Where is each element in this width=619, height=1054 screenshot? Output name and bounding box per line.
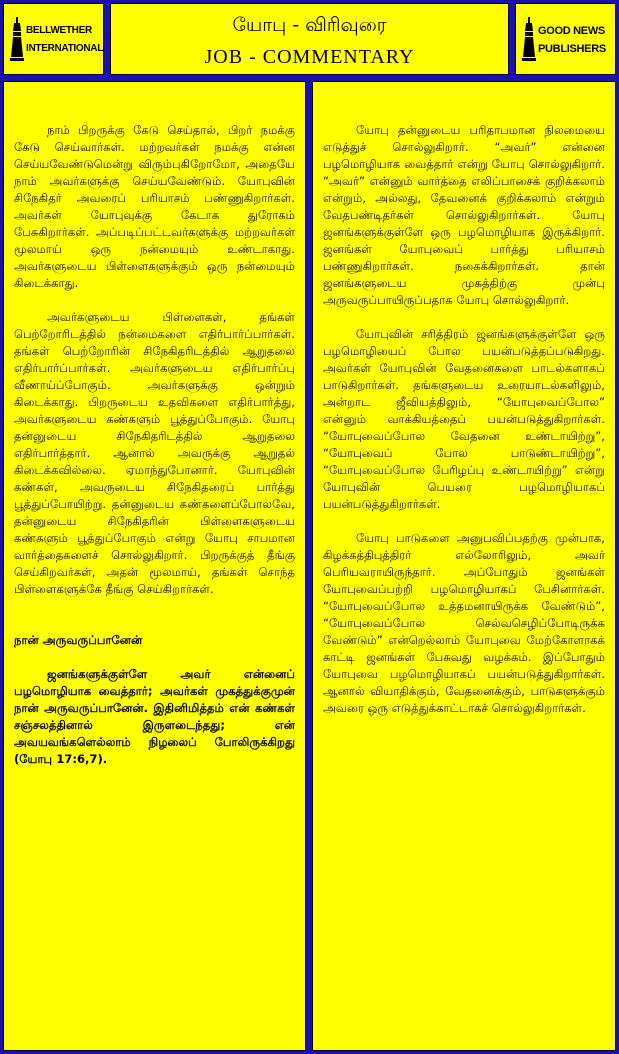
left-column-text	[14, 122, 295, 768]
title-english: JOB - COMMENTARY	[204, 46, 415, 68]
logo-left-line1: BELLWETHER	[26, 25, 92, 36]
good-news-logo-box	[515, 3, 616, 75]
logo-left-line2: INTERNATIONAL	[26, 43, 104, 54]
right-column	[312, 81, 616, 1051]
good-news-logo	[520, 17, 612, 63]
bellwether-logo	[8, 17, 104, 63]
logo-right-line2: PUBLISHERS	[538, 43, 606, 55]
right-paragraph-1: யோபு தன்னுடைய பரிதாபமான நிலமையை எடுத்துச் சொல்லுகிறார். “அவர்” என்னை பழமொழியாக வைத்தார் என்று யோபு சொல்லுகிறார். “அவர்” என்னும் வார்த்தை எலிப்பாசைக் குறிக்கலாம் என்றும், அல்லது, தேவனைக் குறிக்கலாம் என்றும் வேதபண்டிதர்கள் சொல்லுகிறார்கள். யோபு ஜனங்களுக்குள்ளே ஒரு பழமொழியாக இருக்கிறார். ஜனங்கள் யோபுவைப் பார்த்து பரியாசம் பண்ணுகிறார்கள். நகைக்கிறார்கள். தான் ஜனங்களுடைய முகத்திற்கு முன்பு அருவருப்பாயிருப்பதாக யோபு சொல்லுகிறார்.	[323, 123, 605, 307]
section-heading: நான் அருவருப்பானேன்	[14, 633, 143, 647]
title-box	[110, 3, 509, 75]
right-paragraph-2: யோபுவின் சரித்திரம் ஜனங்களுக்குள்ளே ஒரு பழமொழியைப் போல பயன்படுத்தப்படுகிறது. அவர்கள் யோபுவின் வேதனைகளை பாடல்களாகப் பாடுகிறார்கள். தங்களுடைய உரையாடல்களிலும், அன்றாட ஜீவியத்திலும், “யோபுவைப்போல” என்னும் வாக்கியத்தைப் பயன்படுத்துகிறார்கள். “யோபுவைப்போல வேதனை உண்டாயிற்று”, “யோபுவைப் போல பாடுண்டாயிற்று”, “யோபுவைப்போல பேரிழப்பு உண்டாயிற்று” என்று யோபுவின் பெயரை பழமொழியாகப் பயன்படுத்துகிறார்கள்.	[323, 327, 605, 511]
left-paragraph-2: அவர்களுடைய பிள்ளைகள், தங்கள் பெற்றோரிடத்தில் நன்மைகளை எதிர்பார்ப்பார்கள். தங்கள் பெற்றோரின் சிநேகிதரிடத்தில் ஆறுதலை எதிர்பார்ப்பார்கள். அவர்களுடைய எதிர்பார்ப்பு வீணாய்ப்போகும். அவர்களுக்கு ஒன்றும் கிடைக்காது. பிறருடைய உதவிகளை எதிர்பார்த்து, அவர்களுடைய கண்களும் பூத்துப்போகும். யோபு தன்னுடைய சிநேகிதரிடத்தில் ஆறுதலை எதிர்பார்த்தார். ஆனால் அவருக்கு ஆறுதல் கிடைக்கவில்லை. ஏமாந்துபோனார். யோபுவின் கண்கள், அவருடைய சிநேகிதரைப் பார்த்து பூத்துப்போயிற்று. தன்னுடைய கண்களைப்போலவே, தன்னுடைய சிநேகிதரின் பிள்ளைகளுடைய கண்களும் பூத்துப்போகும் என்று யோபு சாபமான வார்த்தைகளைச் சொல்லுகிறார். பிறருக்குத் தீங்கு செய்கிறவர்கள், அதன் மூலமாய், தங்கள் சொந்த பிள்ளைகளுக்கே தீங்கு செய்கிறார்கள்.	[14, 310, 295, 596]
right-column-text	[323, 122, 605, 734]
tower-icon	[522, 17, 536, 61]
left-column	[3, 81, 306, 1051]
bellwether-logo-box	[3, 3, 104, 75]
scripture-quote: ஜனங்களுக்குள்ளே அவர் என்னைப் பழமொழியாக வைத்தார்; அவர்கள் முகத்துக்குமுன் நான் அருவருப்பானேன். இதினிமித்தம் என் கண்கள் சஞ்சலத்தினால் இருளடைந்தது; என் அவயவங்களெல்லாம் நிழலைப் போலிருக்கிறது (யோபு 17:6,7).	[14, 667, 295, 766]
logo-right-line1: GOOD NEWS	[538, 25, 605, 37]
right-paragraph-3: யோபு பாடுகளை அனுபவிப்பதற்கு முன்பாக, கிழக்கத்திபுத்திரர் எல்லோரிலும், அவர் பெரியவராயிருந்தார். அப்போதும் ஜனங்கள் யோபுவைப்பற்றி பழமொழியாகப் பேசினார்கள். “யோபுவைப்போல உத்தமனாயிருக்க வேண்டும்”, “யோபுவைப்போல செல்வசெழிப்போடிருக்க வேண்டும்” என்றெல்லாம் யோபுவை மேற்கோளாகக் காட்டி ஜனங்கள் பேசுவது வழக்கம். இப்போதும் யோபுவை பழமொழியாகப் பயன்படுத்துகிறார்கள். ஆனால் வியாதிக்கும், வேதனைக்கும், பாடுகளுக்கும் அவரை ஒரு எடுத்துக்காட்டாகச் சொல்லுகிறார்கள்.	[323, 531, 605, 715]
title-tamil: யோபு - விரிவுரை	[232, 14, 387, 36]
tower-icon	[10, 17, 24, 61]
left-paragraph-1: நாம் பிறருக்கு கேடு செய்தால், பிறர் நமக்கு கேடு செய்வார்கள். மற்றவர்கள் நமக்கு என்ன செய்யவேண்டுமென்று விரும்புகிறோமோ, அதையே நாம் அவர்களுக்கு செய்யவேண்டும். யோபுவின் சிநேகிதர் அவரைப் பரியாசம் பண்ணுகிறார்கள். அவர்கள் யோபுவுக்கு கேடாக துரோகம் பேசுகிறார்கள். அப்படிப்பட்டவர்களுக்கு மற்றவர்கள் மூலமாய் ஒரு நன்மையும் உண்டாகாது. அவர்களுடைய பிள்ளைகளுக்கும் ஒரு நன்மையும் கிடைக்காது.	[14, 123, 295, 290]
